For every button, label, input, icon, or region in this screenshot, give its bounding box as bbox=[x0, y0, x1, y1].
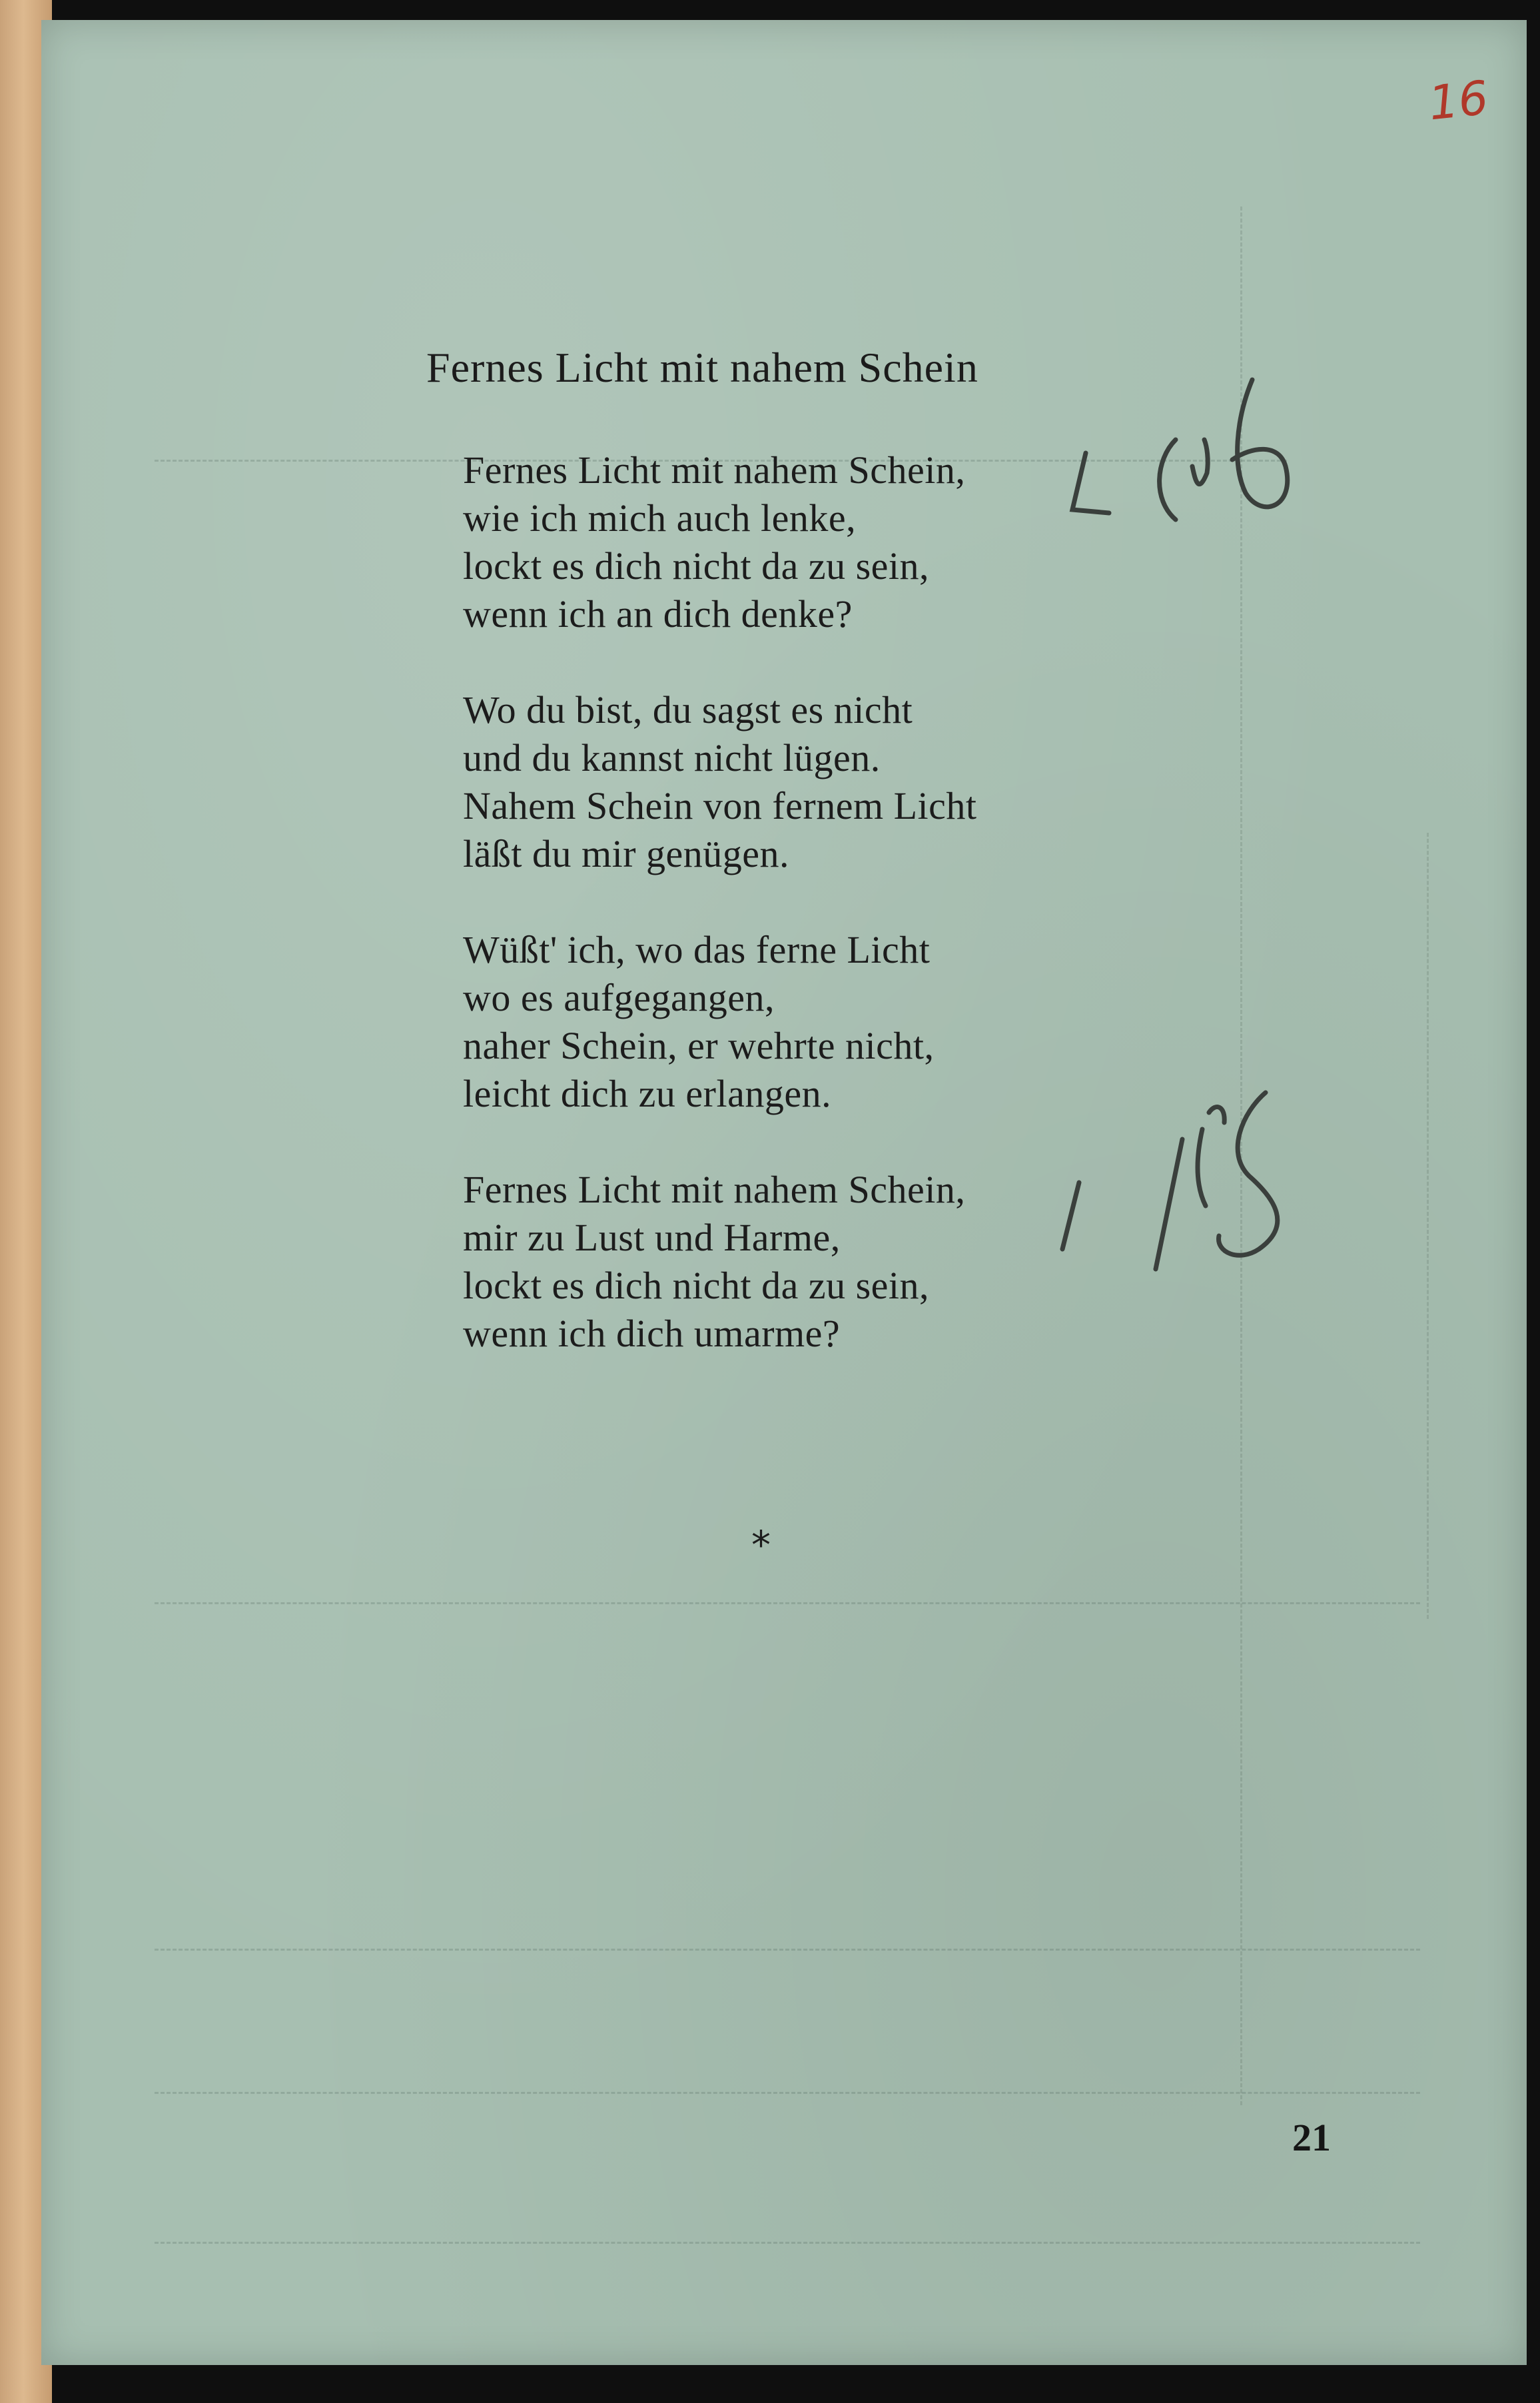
poem-line: lockt es dich nicht da zu sein, bbox=[463, 1264, 930, 1307]
poem-line: Fernes Licht mit nahem Schein, bbox=[463, 448, 966, 492]
pencil-annotation-mark bbox=[1026, 1073, 1319, 1292]
poem-line: leicht dich zu erlangen. bbox=[463, 1072, 832, 1115]
poem-stanza bbox=[463, 686, 976, 878]
page-number: 21 bbox=[1292, 2116, 1331, 2159]
poem-line: wo es aufgegangen, bbox=[463, 976, 775, 1019]
show-through-line bbox=[155, 1602, 1420, 1604]
poem-line: wenn ich dich umarme? bbox=[463, 1312, 841, 1355]
show-through-line bbox=[1427, 833, 1429, 1619]
poem-line: und du kannst nicht lügen. bbox=[463, 736, 881, 779]
show-through-line bbox=[155, 1949, 1420, 1951]
poem-line: Wo du bist, du sagst es nicht bbox=[463, 688, 913, 731]
poem-line: Wüßt' ich, wo das ferne Licht bbox=[463, 928, 931, 971]
poem-line: wenn ich an dich denke? bbox=[463, 592, 853, 636]
poem-stanza bbox=[463, 1166, 965, 1358]
show-through-line bbox=[155, 2092, 1420, 2094]
pencil-annotation-bracket bbox=[1032, 366, 1312, 540]
poem-line: lockt es dich nicht da zu sein, bbox=[463, 544, 930, 588]
poem-line: mir zu Lust und Harme, bbox=[463, 1216, 841, 1259]
poem-stanza bbox=[463, 926, 935, 1118]
poem-title: Fernes Licht mit nahem Schein bbox=[426, 344, 978, 391]
poem-line: Fernes Licht mit nahem Schein, bbox=[463, 1168, 966, 1211]
poem-line: naher Schein, er wehrte nicht, bbox=[463, 1024, 935, 1067]
poem-line: Nahem Schein von fernem Licht bbox=[463, 784, 977, 827]
show-through-line bbox=[155, 2242, 1420, 2244]
folio-number: 16 bbox=[1425, 70, 1491, 131]
poem-line: läßt du mir genügen. bbox=[463, 832, 790, 875]
poem-line: wie ich mich auch lenke, bbox=[463, 496, 857, 540]
poem-stanza bbox=[463, 446, 965, 638]
section-ornament: * bbox=[751, 1522, 771, 1568]
